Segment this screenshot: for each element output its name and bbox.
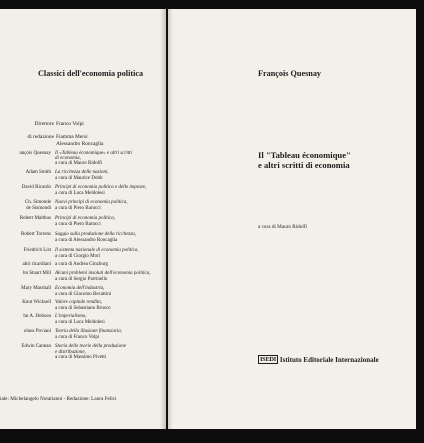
book-title: Il sistema nazionale di economia politica, (55, 248, 139, 253)
book-author: Edwin Cannan (21, 344, 51, 349)
book-editor: a cura di Piero Barucci (55, 205, 101, 211)
book-editor: a cura di Piero Barucci (55, 221, 101, 227)
credit-role: Direttore (34, 121, 54, 127)
book-author: olaus Poviani (23, 329, 51, 334)
book-title: La ricchezza delle nazioni, (55, 170, 109, 175)
publisher-name: Istituto Editoriale Internazionale (279, 355, 379, 364)
book-editor: a cura di Giorgio Mori (55, 253, 101, 259)
book-editor: a cura di Andrea Ginzburg (55, 262, 108, 267)
book-author: ançois Quesnay (19, 151, 51, 156)
book-editor: a cura di Sebastiano Brusco (55, 305, 111, 311)
book-author: Mary Marshall (21, 286, 51, 291)
book-title: Valore capitale rendita, (55, 300, 102, 305)
book-editor: a cura di Luca Meldolesi (55, 190, 105, 196)
book-title-cont: di economia, (55, 156, 81, 161)
editorial-footer: iale: Michelangelo Notarianni - Redazione: Laura Felici (0, 396, 117, 402)
book-author: Robert Torrens (21, 232, 51, 237)
book-main-title (258, 150, 351, 170)
book-editor: a cura di Mauro Ridolfi (55, 161, 103, 166)
publisher-logo: ISEDI (260, 356, 276, 363)
book-author: Adam Smith (25, 170, 51, 175)
book-title: Principi di economia politica, (55, 216, 115, 221)
book-editor: a cura di Maurice Dobb (55, 175, 103, 181)
right-page (168, 9, 416, 429)
book-title: L'imperialismo, (55, 314, 87, 319)
book-author: Knut Wicksell (22, 300, 51, 305)
book-editor: a cura di Sergio Parrinello (55, 276, 108, 282)
series-title: Classici dell'economia politica (38, 69, 144, 78)
title-line-2: e altri scritti di economia (258, 160, 350, 170)
book-author: hn A. Hobson (23, 314, 51, 319)
book-title: Il «Tableau économique» e altri scritti (55, 151, 132, 156)
book-title: Teoria della illusione finanziaria, (55, 329, 123, 334)
book-title-cont: e distribuzione, (55, 349, 86, 355)
book-author: Ch. Simonde (24, 200, 51, 205)
book-author: altri ricardiani (22, 262, 51, 267)
publisher (258, 355, 379, 364)
title-line-1: Il "Tableau économique" (258, 150, 351, 160)
gutter-shadow (168, 9, 173, 429)
book-title: Storia delle teorie della produzione (55, 344, 126, 349)
book-title: Alcuni problemi insoluti dell'economia politica, (55, 271, 151, 276)
credit-name: Fiamma Mersi (56, 134, 88, 140)
credit-role: di redazione (27, 134, 54, 140)
book-title: Saggio sulla produzione della ricchezza, (55, 232, 137, 237)
book-author: hn Stuart Mill (22, 271, 51, 276)
edited-by: a cura di Mauro Ridolfi (258, 224, 307, 230)
gutter-shadow (160, 9, 166, 429)
book-title: Principi di economia politica e delle imposte, (55, 185, 147, 190)
book-author: Robert Malthus (19, 216, 51, 221)
book-author: Friedrich List (23, 248, 51, 253)
left-page (0, 9, 166, 429)
credit-name: Franco Volpi (56, 121, 84, 127)
book-editor: a cura di Luca Meldolesi (55, 319, 105, 325)
book-editor: a cura di Alessandro Roncaglia (55, 237, 118, 243)
credit-name: Alessandro Roncaglia (56, 140, 104, 147)
book-editor: a cura di Massimo Pivetti (55, 355, 107, 360)
book-author-cont: de Sismondi (26, 205, 51, 211)
book-title: Economia dell'industria, (55, 286, 105, 291)
book-editor: a cura di Giacomo Becattini (55, 291, 112, 297)
book-title: Nuovi principi di economia politica, (55, 200, 128, 205)
book-editor: a cura di Franco Volpi (55, 334, 100, 340)
book-author: David Ricardo (21, 185, 51, 190)
author-name: François Quesnay (258, 69, 322, 78)
